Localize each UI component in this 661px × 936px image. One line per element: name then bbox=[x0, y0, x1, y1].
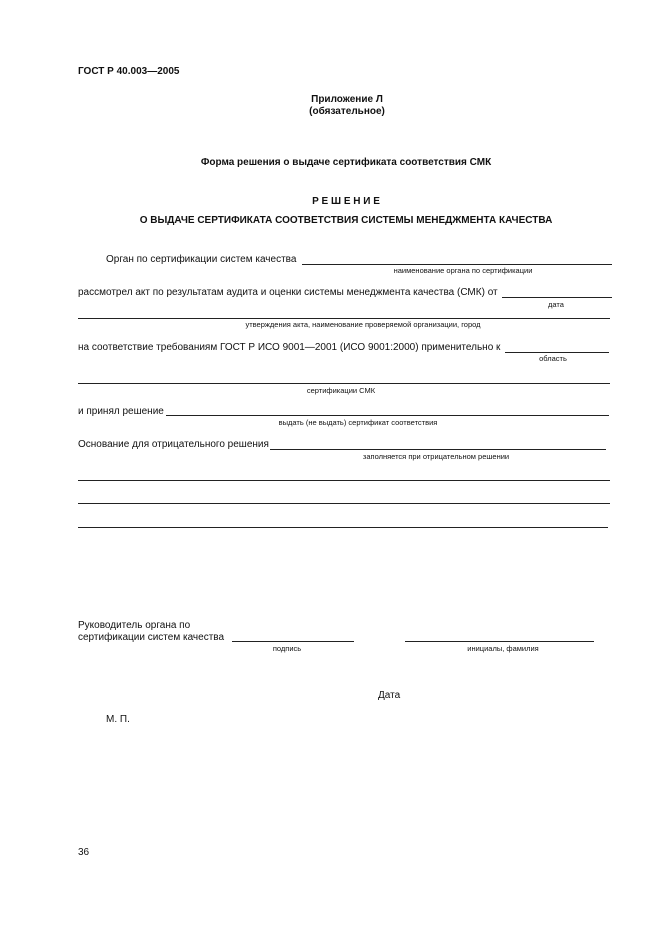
approval-fill-line bbox=[78, 318, 610, 319]
date-label: Дата bbox=[378, 690, 401, 701]
date-caption: дата bbox=[548, 300, 564, 309]
head-label-line2: сертификации систем качества bbox=[78, 632, 225, 643]
signature-caption: подпись bbox=[272, 644, 302, 653]
document-code: ГОСТ Р 40.003—2005 bbox=[78, 66, 180, 77]
decision-heading: Р Е Ш Е Н И Е bbox=[312, 196, 380, 207]
form-title: Форма решения о выдаче сертификата соответствия СМК bbox=[200, 157, 492, 168]
basis-extra-line-2 bbox=[78, 503, 610, 504]
basis-extra-line-1 bbox=[78, 480, 610, 481]
reviewed-label: рассмотрел акт по результатам аудита и оценки системы менеджмента качества (СМК) от bbox=[78, 287, 498, 298]
smk-caption: сертификации СМК bbox=[306, 386, 376, 395]
name-fill-line bbox=[405, 641, 594, 642]
head-label-line1: Руководитель органа по bbox=[78, 620, 191, 631]
approval-caption: утверждения акта, наименование проверяемой организации, город bbox=[245, 320, 481, 329]
name-caption: инициалы, фамилия bbox=[467, 644, 539, 653]
decision-caption: выдать (не выдать) сертификат соответствия bbox=[278, 418, 438, 427]
decision-label: и принял решение bbox=[78, 406, 164, 417]
decision-fill-line bbox=[166, 415, 609, 416]
area-fill-line bbox=[505, 352, 609, 353]
page-number: 36 bbox=[78, 847, 90, 858]
organ-label: Орган по сертификации систем качества bbox=[106, 254, 297, 265]
decision-subheading: О ВЫДАЧЕ СЕРТИФИКАТА СООТВЕТСТВИЯ СИСТЕМЫ МЕНЕДЖМЕНТА КАЧЕСТВА bbox=[139, 215, 553, 226]
stamp-label: М. П. bbox=[106, 714, 130, 725]
appendix-title: Приложение Л bbox=[311, 94, 383, 105]
compliance-label: на соответствие требованиям ГОСТ Р ИСО 9001—2001 (ИСО 9001:2000) применительно к bbox=[78, 342, 501, 353]
basis-caption: заполняется при отрицательном решении bbox=[362, 452, 510, 461]
smk-fill-line bbox=[78, 383, 610, 384]
basis-extra-line-3 bbox=[78, 527, 608, 528]
organ-caption: наименование органа по сертификации bbox=[393, 266, 533, 275]
basis-fill-line bbox=[270, 449, 606, 450]
signature-fill-line bbox=[232, 641, 354, 642]
basis-label: Основание для отрицательного решения bbox=[78, 439, 269, 450]
organ-fill-line bbox=[302, 264, 612, 265]
appendix-note: (обязательное) bbox=[309, 106, 385, 117]
area-caption: область bbox=[539, 354, 567, 363]
date-fill-line bbox=[502, 297, 612, 298]
